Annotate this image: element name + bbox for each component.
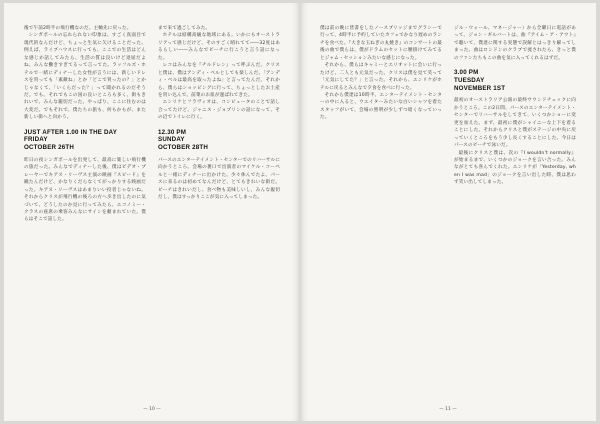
body-paragraph: まで来て過ごしてみた。: [158, 26, 211, 31]
heading-date: OCTOBER 28TH: [158, 144, 209, 152]
heading-weekday: TUESDAY: [454, 76, 485, 84]
heading-date: OCTOBER 26TH: [24, 144, 75, 152]
diary-entry-heading: [454, 69, 576, 92]
body-paragraph: それから、僕らはキャミーとエリオットに会いに行ったけど、二人とも元気だった。クリスは僕を見て笑って「元気にしてた？」と言った。それから、エンリケがホテルに戻るとみんなで夕食を食べに行った。: [320, 63, 442, 91]
body-paragraph: シンガポールの忘れられない印象は、すごく真面目で現代的なんだけど、ちょっと生気に欠けることだった。例えば、ライブハウスに行っても、ここでの生活はどんな感じか話してみたら、生活の質は良いけど退屈だよね、みんな働きすぎてるって言ってた。ラッフルズ・ホテルで一緒にディナーした女性が言うには、新しいドレスを買っても「素敵ね」とか「どこで買ったの？」とかじゃなくて、「いくらだった？」って聞かれるのだそうだ。でも、それでもこの国の良いところも多く、街もきれいで、みんな親切だった。やっぱり、ここに住むのは大変だ。でもそれで、僕たちの旅も、何もかもが、また新しい街へと向かう。: [24, 33, 146, 121]
heading-time: 3.00 PM: [454, 69, 479, 77]
body-paragraph: 最初のオーストラリア公演の最終サウンドチェックに向かうところ。この2日間、パースのエンターテイメント・センターでリハーサルをしてきて、いくつかショーに変更を加えた。まず、最初に僕がシャイニーな上下を着ることにした。それからクリスと僕がステージの中央に戻っていくところをもう少し長くすることにした。今日はパースのビーチで泳いだ。: [454, 98, 576, 149]
heading-weekday: FRIDAY: [24, 136, 48, 144]
left-page-columns: [24, 25, 280, 397]
body-paragraph: レコはみんなを『チルドレン』って呼ぶんだ。クリスと僕は、僕はアンディ・ベルとしても楽しんだ。「アンディ・ベルは最高を取ったよね」と言ってたんだ。それから、僕らはショッピングに行って、ちょっとしたお土産を買い込んで、前菜のお皿が運ばれてきた。: [158, 63, 280, 98]
left-column-2: [158, 25, 280, 397]
page-number: — 10 —: [143, 407, 161, 412]
body-paragraph: 僕は前の晩に皆書をしたノースブリッジまでグラシーで行って、4時半に予約していたカフェでかなり遅めのランチを食べた。『大きな玉ねぎの丸焼き』のコンサートの最後の曲で僕らは、僕がドラムのセットに腰掛けてみてるとジャム・セッションみたいな感じになった。: [320, 26, 442, 61]
diary-entry-heading: [24, 129, 146, 152]
left-page: [4, 3, 300, 421]
body-paragraph: ジル・ウォール、マネージャー）から全曜日に電話があって、ジョン・ギルバートは、曲『アイム・ア・アウト』で聴いて、僕達に関する実態で誤解とはっきり解ってしまった。曲はロンドンのクラブで流されたら、きっと僕のファンたちもこの曲を気に入ってくれるはずだ。: [454, 26, 576, 61]
heading-time: JUST AFTER 1.00 IN THE DAY: [24, 128, 118, 136]
left-column-1: [24, 25, 146, 397]
heading-date: NOVEMBER 1ST: [454, 84, 506, 92]
body-paragraph: 後で午前2時半の飛行機なのだ。主軸先に戻った。: [24, 26, 132, 31]
heading-time: 12.30 PM: [158, 128, 187, 136]
right-column-2: [454, 25, 576, 397]
diary-entry-heading: [158, 129, 280, 152]
body-paragraph: パースのエンターテイメント・センターでのリハーサルに向かうところ。会場の裏口で出演者のマイケル・コーベルと一緒にディナーに出かけた。少々休んでたよ。パースに来るのは初めてなんだけど、とてもきれいな街だ。ビーチはきれいだし、食べ物も美味しいし、みんな親切だし、僕はすっかりここが気に入ってしまった。: [158, 157, 281, 201]
page-number: — 11 —: [439, 407, 457, 412]
book-spread: [4, 3, 596, 421]
body-paragraph: エンリケとフラヴィオは、コンピュータのことで話し合ってたけど、ジャニス・ジョプリンの話になって、その辺でトイレに行く。: [158, 100, 280, 121]
body-paragraph: それから僕達は10時半、エンターテイメント・センターの中に入ると、ウエイターみたいな白いシャツを着たスタッフがいて、会場の照明が少しずつ暗くなっていった。: [320, 92, 442, 121]
right-page-columns: [320, 25, 576, 397]
body-paragraph: 最後にクリスと僕は、次の『I wouldn't normally』が始まるまで、いくつかのジョークを言い合った。みんながとても喜んでくれた。エンリケが「Yesterday, when I was mad」のジョークを言い出した時、僕は思わず笑い出してしまった。: [454, 150, 576, 186]
body-paragraph: ホテルは結構高級な地域にある。いかにもオーストラリアって感じだけど、そのすごく晴れてて――32度はあるらしい――みんなでビーチに行こうと言う話になった。: [158, 33, 280, 61]
body-paragraph: 昨日の夜シンガポールを出発して、最高に楽しい飛行機の旅だった。みんなでディナーした後、僕はビデオ・プレーヤーでキアヌ・リーヴス主演の映画『スピード』を観たんだけど、かなりくだらなくてがっかりする映画だった。キアヌ・リーヴスはあまりいい役者じゃないね。それからクリスが飛行機の後ろの方へ歩き出したのに気づいて、どうしたのか見に行ってみたら、エコノミー・クラスの座席の乗客みんなにサインを頼まれていた。僕らはそこで話した。: [24, 157, 146, 223]
heading-weekday: SUNDAY: [158, 136, 185, 144]
right-page: [300, 3, 596, 421]
right-column-1: [320, 25, 442, 397]
